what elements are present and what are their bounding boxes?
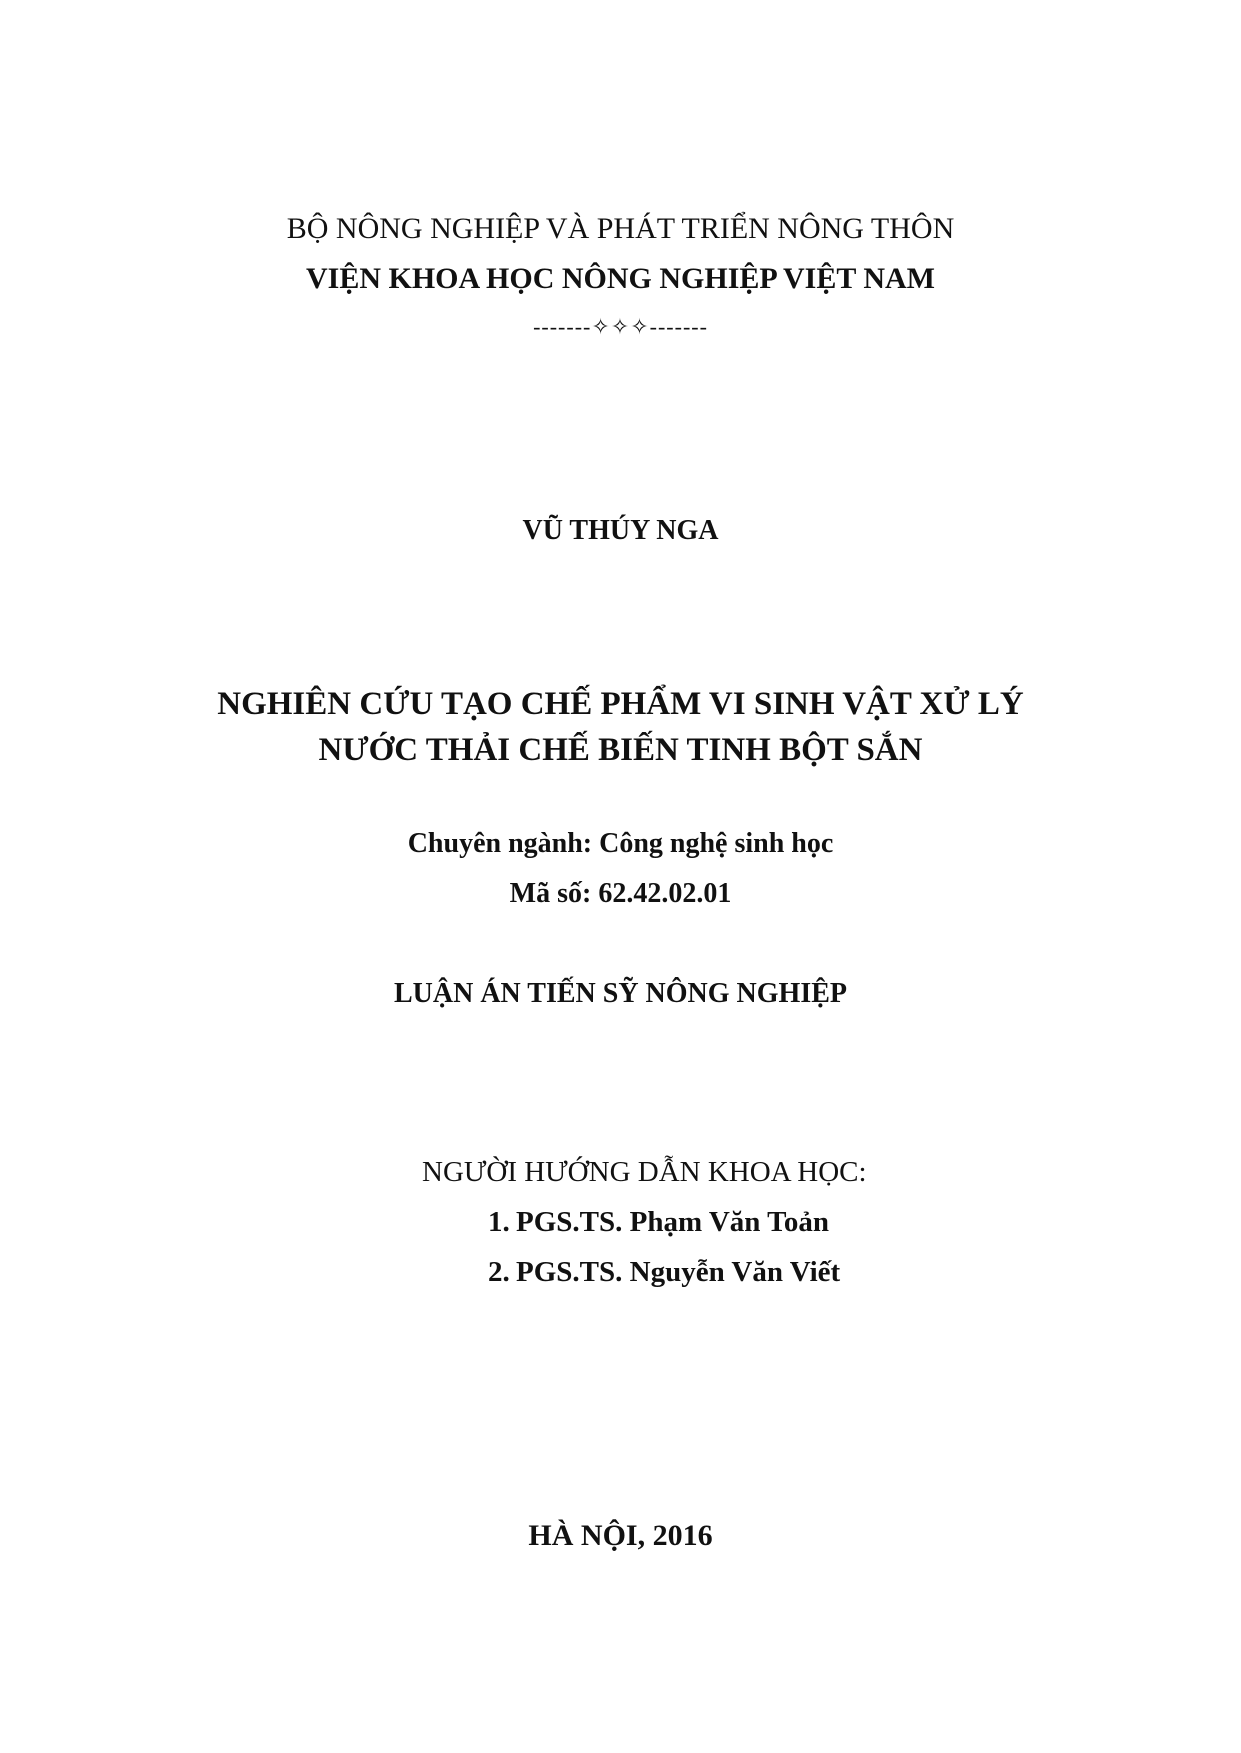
advisor-item [488,1208,829,1237]
place-and-year: HÀ NỘI, 2016 [528,1519,713,1552]
advisor-name: Phạm Văn Toản [629,1206,829,1238]
thesis-title-line-2: NƯỚC THẢI CHẾ BIẾN TINH BỘT SẮN [318,732,923,768]
advisor-number: 2. [488,1256,510,1288]
advisor-title: PGS.TS. [516,1256,623,1288]
institute-name: VIỆN KHOA HỌC NÔNG NGHIỆP VIỆT NAM [306,262,935,295]
advisor-item [488,1258,840,1287]
advisor-number: 1. [488,1206,510,1238]
ministry-name: BỘ NÔNG NGHIỆP VÀ PHÁT TRIỂN NÔNG THÔN [286,212,955,245]
major-code: Mã số: 62.42.02.01 [509,878,732,909]
degree-title: LUẬN ÁN TIẾN SỸ NÔNG NGHIỆP [394,978,847,1009]
ornament-divider: -------✧✧✧------- [533,314,708,339]
thesis-title-line-1: NGHIÊN CỨU TẠO CHẾ PHẨM VI SINH VẬT XỬ LÝ [217,686,1024,722]
advisors-heading: NGƯỜI HƯỚNG DẪN KHOA HỌC: [422,1156,867,1188]
author-name: VŨ THÚY NGA [522,515,719,546]
advisor-title: PGS.TS. [516,1206,623,1238]
major-field: Chuyên ngành: Công nghệ sinh học [407,828,834,859]
advisor-name: Nguyễn Văn Viết [629,1256,841,1288]
